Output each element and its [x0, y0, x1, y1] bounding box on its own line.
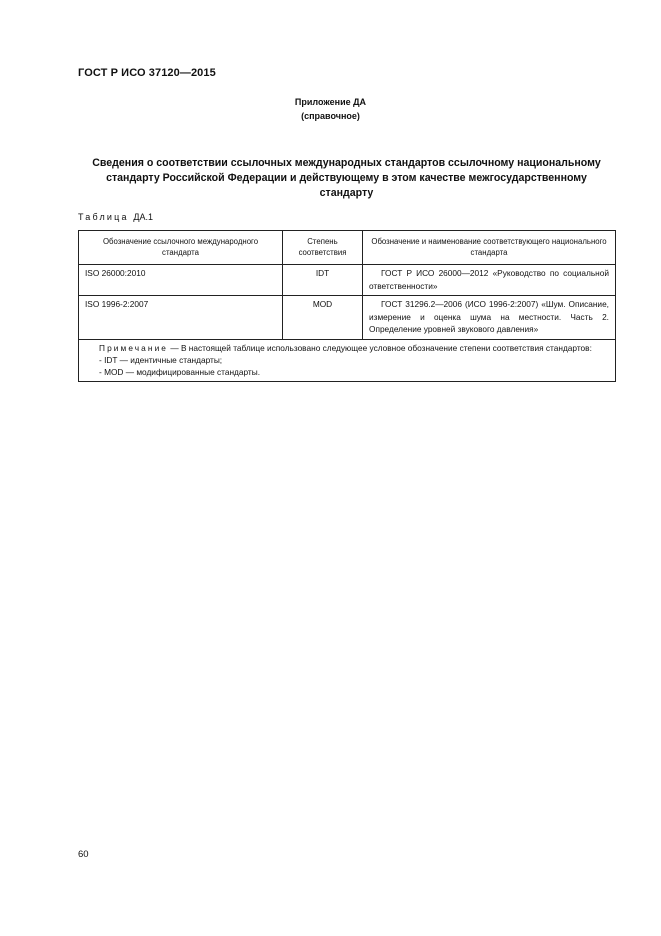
standards-table [78, 230, 616, 382]
column-header-national-standard: Обозначение и наименование соответствующего национального стандарта [363, 231, 616, 265]
national-standard-text: ГОСТ Р ИСО 26000—2012 «Руководство по социальной ответственности» [369, 268, 609, 291]
cell-international-standard: ISO 1996-2:2007 [79, 296, 283, 340]
note-item-mod: - MOD — модифицированные стандарты. [99, 366, 261, 377]
appendix-title: Приложение ДА [294, 97, 367, 107]
cell-degree: MOD [283, 296, 363, 340]
table-row [79, 296, 616, 340]
table-header-row [79, 231, 616, 265]
page-number: 60 [78, 849, 89, 860]
cell-national-standard [363, 265, 616, 296]
column-header-international-standard: Обозначение ссылочного международного стандарта [79, 231, 283, 265]
appendix-kind: (справочное) [301, 111, 360, 121]
cell-national-standard [363, 296, 616, 340]
table-caption-number: ДА.1 [133, 212, 154, 222]
note-text: — В настоящей таблице использовано следующее условное обозначение степени соответствия стандартов: [170, 342, 592, 353]
table-row [79, 265, 616, 296]
page-title: Сведения о соответствии ссылочных международных стандартов ссылочному национальному стандарту Российской Федерации и действующему в этом качестве межгосударственному стандарту [92, 157, 601, 199]
note-item-idt: - IDT — идентичные стандарты; [99, 354, 223, 365]
cell-degree: IDT [283, 265, 363, 296]
cell-international-standard: ISO 26000:2010 [79, 265, 283, 296]
table-caption-word: Таблица [78, 212, 129, 222]
note-label: Примечание [99, 342, 169, 353]
national-standard-text: ГОСТ 31296.2—2006 (ИСО 1996-2:2007) «Шум. Описание, измерение и оценка шума на местности. Часть 2. Определение уровней звукового давления» [369, 299, 609, 334]
table-note [79, 339, 616, 381]
table-note-row [79, 339, 616, 381]
appendix-heading [0, 95, 661, 123]
table-caption [78, 212, 153, 222]
note-paragraph [85, 342, 609, 354]
column-header-degree: Степень соответствия [283, 231, 363, 265]
document-code: ГОСТ Р ИСО 37120—2015 [78, 67, 216, 79]
